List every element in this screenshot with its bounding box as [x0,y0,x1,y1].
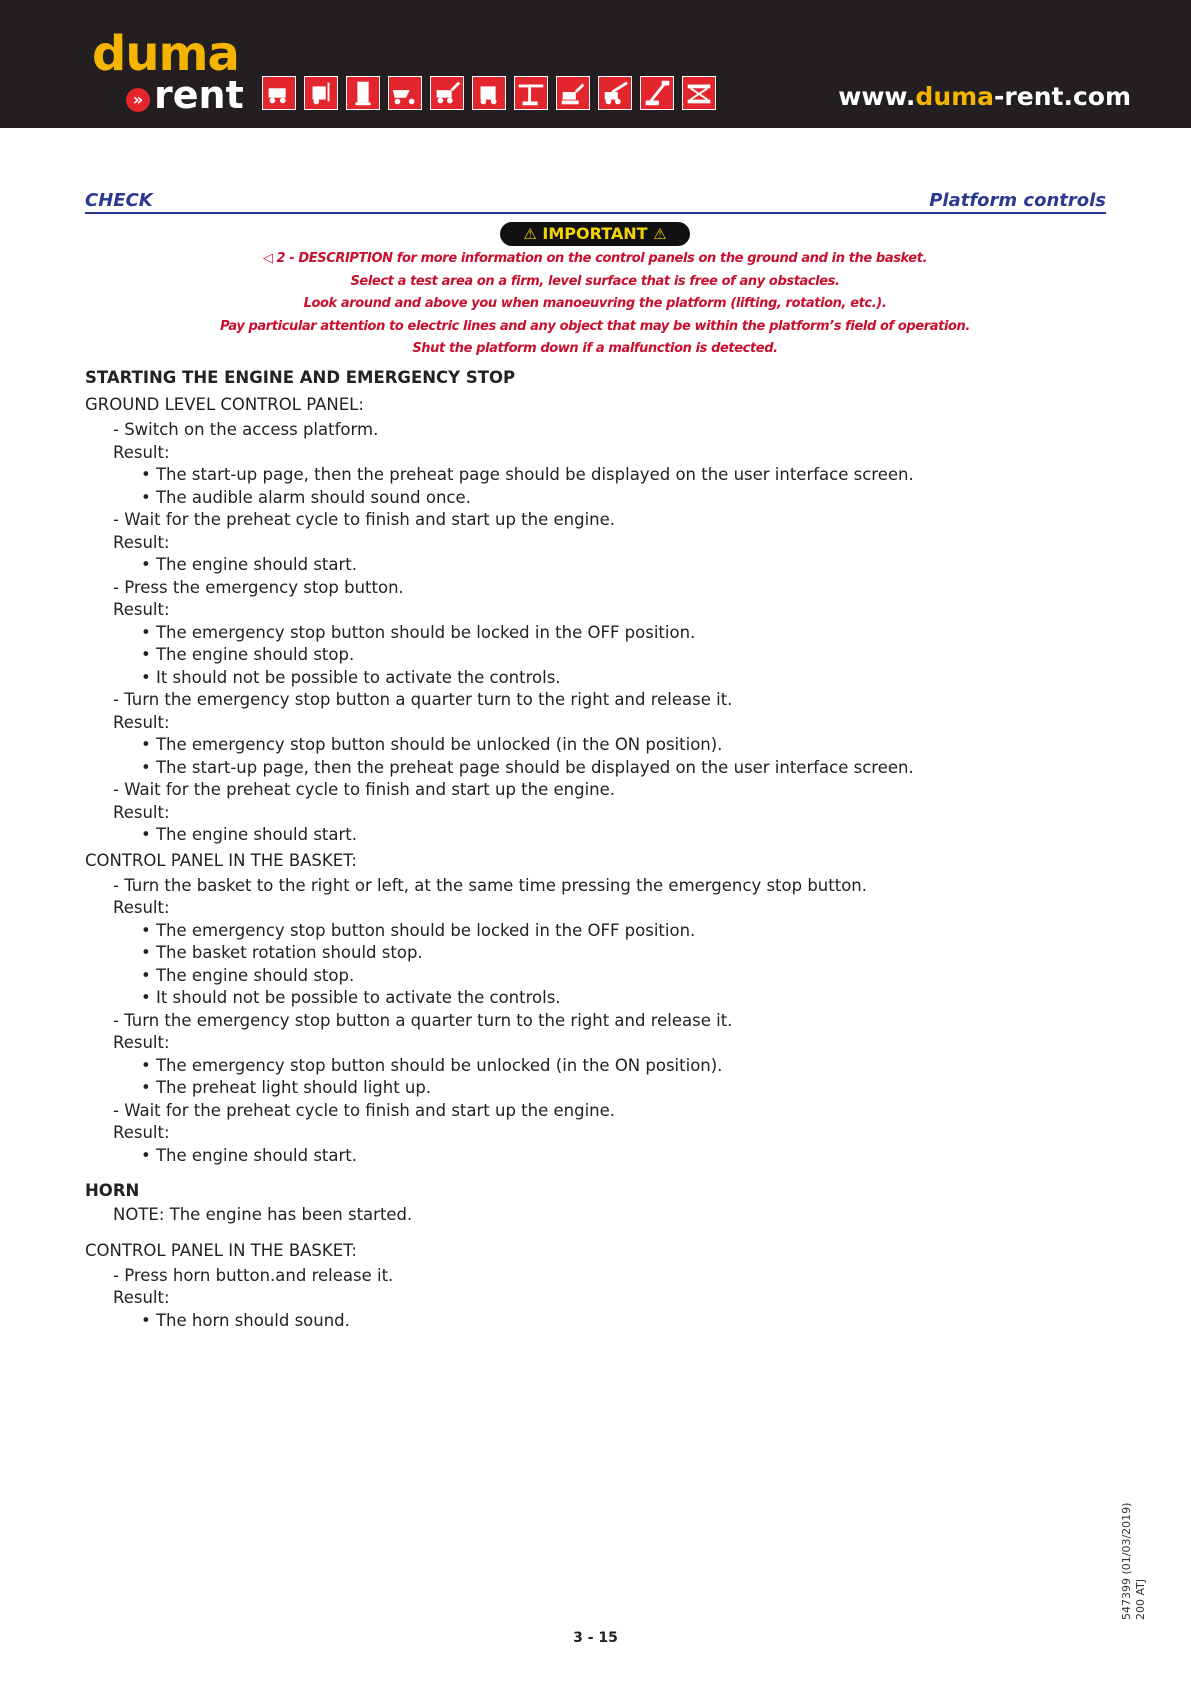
step-item: - Turn the emergency stop button a quarter turn to the right and release it. [113,690,733,709]
scissor-lift-icon [682,76,716,110]
skid-steer-icon [472,76,506,110]
important-line: Shut the platform down if a malfunction is detected. [412,341,778,356]
step-item: - Switch on the access platform. [113,420,379,439]
panel-title-basket-horn: CONTROL PANEL IN THE BASKET: [85,1240,357,1260]
result-item: • The engine should stop. [141,645,355,664]
result-item: • The engine should start. [141,1145,358,1165]
step-item: Result: [113,600,170,619]
logo-duma: duma [92,26,239,82]
result-item: • The emergency stop button should be locked in the OFF position. [141,622,696,642]
reference-arrow-icon: ◁ [262,251,273,266]
step-item: - Press horn button.and release it. [113,1265,394,1285]
result-item: • The emergency stop button should be locked in the OFF position. [141,920,696,940]
result-item: • It should not be possible to activate the controls. [141,988,561,1007]
heading-engine-start: STARTING THE ENGINE AND EMERGENCY STOP [85,368,516,387]
panel-title-basket: CONTROL PANEL IN THE BASKET: [85,850,357,870]
heading-horn: HORN [85,1181,140,1200]
step-item: - Wait for the preheat cycle to finish and start up the engine. [113,1100,616,1120]
boom-lift-icon [640,76,674,110]
step-item: - Press the emergency stop button. [113,577,404,597]
step-item: - Turn the emergency stop button a quarter turn to the right and release it. [113,1010,733,1030]
horn-steps [85,1265,1085,1333]
doc-model: 200 ATJ [1134,1578,1147,1620]
logo-rent: rent [154,73,244,117]
important-notes [150,248,1040,361]
page-header [0,0,1191,128]
result-item: • The start-up page, then the preheat page should be displayed on the user interface screen. [141,757,914,777]
section-subtitle: Platform controls [929,190,1106,211]
result-item: • The engine should start. [141,555,358,574]
step-item: Result: [113,898,170,917]
document-reference [1120,1502,1191,1620]
important-line: Select a test area on a firm, level surface that is free of any obstacles. [350,273,840,289]
step-item: Result: [113,532,170,552]
step-item: - Turn the basket to the right or left, at the same time pressing the emergency stop button. [113,875,867,895]
dumper-icon [388,76,422,110]
result-item: • The emergency stop button should be unlocked (in the ON position). [141,1055,723,1075]
excavator-icon [556,76,590,110]
result-item: • The emergency stop button should be unlocked (in the ON position). [141,735,723,754]
note-text: NOTE: The engine has been started. [113,1205,413,1224]
step-item: Result: [113,712,170,732]
logo-arrow-icon: » [126,88,150,112]
warning-icon: ⚠ [523,225,537,243]
result-item: • It should not be possible to activate the controls. [141,667,561,687]
mini-loader-icon [262,76,296,110]
procedure-content [85,364,1085,1332]
ground-steps [85,419,1085,847]
page-number: 3 - 15 [573,1630,618,1646]
section-title: CHECK [85,190,153,211]
backhoe-icon [430,76,464,110]
compactor-icon [346,76,380,110]
basket-steps [85,875,1085,1168]
important-line: Look around and above you when manoeuvring the platform (lifting, rotation, etc.). [303,296,887,311]
step-item: Result: [113,1123,170,1142]
important-badge: ⚠ IMPORTANT ⚠ [500,222,690,246]
doc-ref-number: 547399 (01/03/2019) [1120,1502,1133,1620]
important-line: ◁ 2 - DESCRIPTION for more information on the control panels on the ground and in the basket. [150,248,1040,271]
result-item: • The engine should stop. [141,965,355,985]
result-item: • The audible alarm should sound once. [141,487,471,507]
result-item: • The preheat light should light up. [141,1078,432,1097]
step-item: - Wait for the preheat cycle to finish and start up the engine. [113,510,616,529]
step-item: - Wait for the preheat cycle to finish and start up the engine. [113,780,616,799]
result-item: • The start-up page, then the preheat page should be displayed on the user interface screen. [141,465,914,484]
step-item: Result: [113,1033,170,1052]
warning-icon: ⚠ [653,225,667,243]
forklift-icon [304,76,338,110]
website-link[interactable]: www.duma-rent.com [838,82,1131,111]
section-bar [85,188,1106,214]
step-item: Result: [113,442,170,462]
panel-title-ground: GROUND LEVEL CONTROL PANEL: [85,395,364,414]
crane-icon [514,76,548,110]
result-item: • The basket rotation should stop. [141,943,423,962]
step-item: Result: [113,802,170,822]
result-item: • The horn should sound. [141,1310,350,1330]
step-item: Result: [113,1288,170,1307]
important-line: Pay particular attention to electric lines and any object that may be within the platform’s field of operation. [220,318,970,334]
telehandler-icon [598,76,632,110]
result-item: • The engine should start. [141,825,358,844]
